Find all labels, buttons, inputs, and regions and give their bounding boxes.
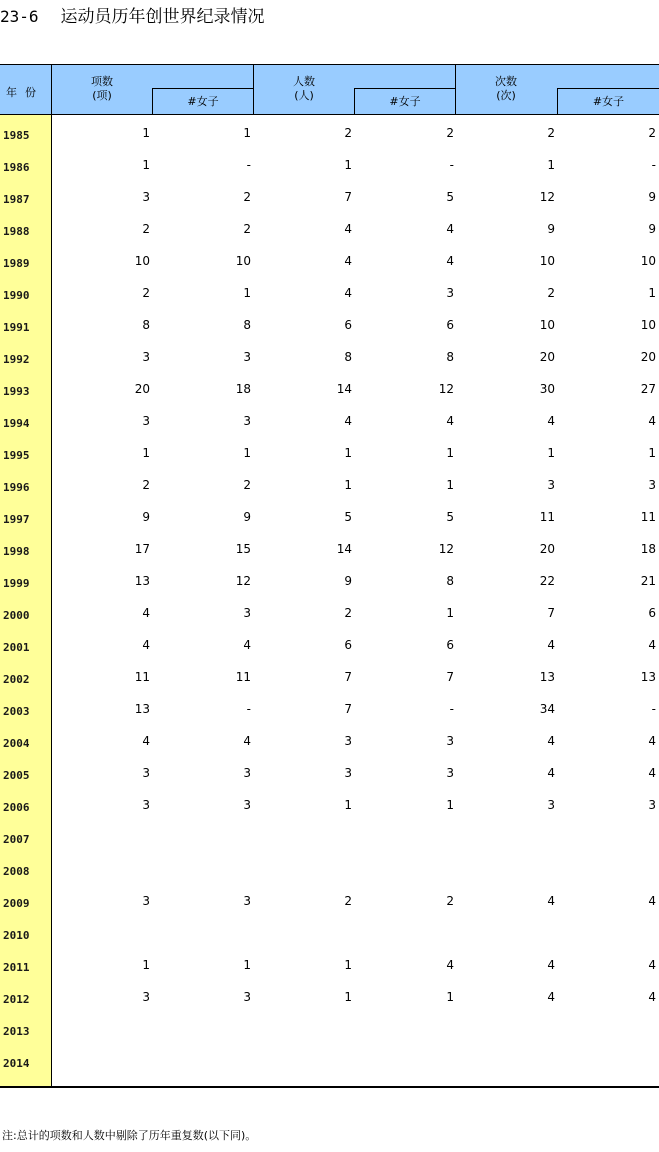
year-cell: 2013 — [3, 1025, 30, 1038]
value-cell: 6 — [648, 606, 656, 620]
value-cell: 1 — [344, 990, 352, 1004]
year-cell: 1985 — [3, 129, 30, 142]
table-row — [0, 920, 659, 952]
year-cell: 1997 — [3, 513, 30, 526]
header-group-label: 项数 (项) — [91, 75, 113, 102]
table-row — [0, 632, 659, 664]
value-cell: 4 — [547, 958, 555, 972]
table-number: 23-6 — [0, 7, 39, 26]
value-cell: 8 — [446, 574, 454, 588]
value-cell: 2 — [446, 126, 454, 140]
value-cell: 3 — [243, 414, 251, 428]
table-row — [0, 120, 659, 152]
value-cell: 11 — [235, 670, 251, 684]
value-cell: 4 — [648, 414, 656, 428]
header-group-times — [456, 65, 659, 114]
table-row — [0, 536, 659, 568]
value-cell: 8 — [344, 350, 352, 364]
value-cell: 12 — [438, 542, 454, 556]
value-cell: - — [449, 702, 454, 716]
value-cell: - — [246, 158, 251, 172]
value-cell: 4 — [547, 414, 555, 428]
value-cell: 3 — [142, 766, 150, 780]
value-cell: - — [449, 158, 454, 172]
table-row — [0, 152, 659, 184]
value-cell: 17 — [134, 542, 150, 556]
table-row — [0, 728, 659, 760]
table-row — [0, 280, 659, 312]
year-cell: 2001 — [3, 641, 30, 654]
year-cell: 1998 — [3, 545, 30, 558]
value-cell: 1 — [344, 446, 352, 460]
table-row — [0, 216, 659, 248]
value-cell: 2 — [243, 190, 251, 204]
value-cell: 12 — [235, 574, 251, 588]
value-cell: - — [246, 702, 251, 716]
value-cell: 4 — [142, 606, 150, 620]
value-cell: 10 — [640, 318, 656, 332]
table-row — [0, 856, 659, 888]
value-cell: 3 — [243, 766, 251, 780]
value-cell: 9 — [142, 510, 150, 524]
year-cell: 1991 — [3, 321, 30, 334]
year-cell: 1987 — [3, 193, 30, 206]
value-cell: 4 — [243, 734, 251, 748]
table-row — [0, 1016, 659, 1048]
value-cell: 34 — [539, 702, 555, 716]
header-group-items — [52, 65, 254, 114]
value-cell: 20 — [134, 382, 150, 396]
value-cell: 6 — [344, 638, 352, 652]
header-sub-female: #女子 — [354, 88, 455, 114]
value-cell: 4 — [344, 222, 352, 236]
value-cell: 11 — [539, 510, 555, 524]
header-group-label: 人数 (人) — [293, 75, 315, 102]
value-cell: 6 — [344, 318, 352, 332]
value-cell: 2 — [344, 894, 352, 908]
table-row — [0, 984, 659, 1016]
value-cell: 30 — [539, 382, 555, 396]
value-cell: - — [651, 702, 656, 716]
value-cell: 1 — [648, 286, 656, 300]
value-cell: 15 — [235, 542, 251, 556]
value-cell: 3 — [243, 894, 251, 908]
year-cell: 2003 — [3, 705, 30, 718]
value-cell: 8 — [142, 318, 150, 332]
value-cell: 2 — [446, 894, 454, 908]
value-cell: 4 — [547, 766, 555, 780]
year-cell: 2006 — [3, 801, 30, 814]
value-cell: 3 — [142, 894, 150, 908]
value-cell: 2 — [243, 222, 251, 236]
table-row — [0, 664, 659, 696]
value-cell: 6 — [446, 318, 454, 332]
value-cell: 1 — [446, 798, 454, 812]
value-cell: 2 — [648, 126, 656, 140]
value-cell: 4 — [446, 222, 454, 236]
year-cell: 2011 — [3, 961, 30, 974]
value-cell: 1 — [446, 990, 454, 1004]
value-cell: 3 — [648, 798, 656, 812]
value-cell: 4 — [142, 734, 150, 748]
value-cell: 21 — [640, 574, 656, 588]
value-cell: 4 — [547, 990, 555, 1004]
value-cell: 13 — [134, 574, 150, 588]
value-cell: 2 — [547, 126, 555, 140]
value-cell: 4 — [648, 766, 656, 780]
value-cell: 1 — [344, 958, 352, 972]
value-cell: 4 — [243, 638, 251, 652]
year-cell: 2000 — [3, 609, 30, 622]
value-cell: 1 — [446, 446, 454, 460]
table-row — [0, 1048, 659, 1080]
value-cell: 22 — [539, 574, 555, 588]
value-cell: 4 — [648, 734, 656, 748]
value-cell: 3 — [142, 990, 150, 1004]
year-cell: 1994 — [3, 417, 30, 430]
year-cell: 1989 — [3, 257, 30, 270]
value-cell: 3 — [648, 478, 656, 492]
table-row — [0, 824, 659, 856]
value-cell: 7 — [547, 606, 555, 620]
value-cell: 4 — [344, 414, 352, 428]
year-cell: 1999 — [3, 577, 30, 590]
value-cell: 9 — [648, 190, 656, 204]
table-row — [0, 504, 659, 536]
table-row — [0, 696, 659, 728]
value-cell: 1 — [547, 446, 555, 460]
value-cell: 12 — [438, 382, 454, 396]
table-row — [0, 408, 659, 440]
value-cell: 4 — [648, 958, 656, 972]
header-sub-female: #女子 — [152, 88, 253, 114]
value-cell: 9 — [547, 222, 555, 236]
value-cell: 8 — [446, 350, 454, 364]
value-cell: 4 — [344, 254, 352, 268]
value-cell: 13 — [539, 670, 555, 684]
value-cell: 2 — [142, 478, 150, 492]
value-cell: 2 — [547, 286, 555, 300]
value-cell: 20 — [539, 350, 555, 364]
value-cell: 10 — [539, 318, 555, 332]
value-cell: 9 — [344, 574, 352, 588]
value-cell: 20 — [539, 542, 555, 556]
header-group-people — [254, 65, 456, 114]
value-cell: 2 — [344, 126, 352, 140]
value-cell: 27 — [640, 382, 656, 396]
year-cell: 1992 — [3, 353, 30, 366]
header-sub-female: #女子 — [557, 88, 659, 114]
value-cell: 3 — [142, 798, 150, 812]
value-cell: 1 — [547, 158, 555, 172]
value-cell: 7 — [344, 190, 352, 204]
value-cell: 4 — [446, 254, 454, 268]
table-row — [0, 888, 659, 920]
year-cell: 2012 — [3, 993, 30, 1006]
value-cell: 4 — [446, 958, 454, 972]
value-cell: 14 — [336, 382, 352, 396]
value-cell: 2 — [142, 222, 150, 236]
table-row — [0, 184, 659, 216]
year-cell: 1990 — [3, 289, 30, 302]
value-cell: 12 — [539, 190, 555, 204]
value-cell: 4 — [547, 894, 555, 908]
page-title — [0, 6, 265, 28]
value-cell: 3 — [446, 286, 454, 300]
table-row — [0, 952, 659, 984]
value-cell: 1 — [344, 158, 352, 172]
value-cell: 7 — [446, 670, 454, 684]
value-cell: 4 — [344, 286, 352, 300]
year-cell: 2010 — [3, 929, 30, 942]
table-row — [0, 600, 659, 632]
value-cell: 5 — [446, 190, 454, 204]
value-cell: 1 — [142, 126, 150, 140]
value-cell: 5 — [344, 510, 352, 524]
value-cell: 2 — [344, 606, 352, 620]
year-cell: 1986 — [3, 161, 30, 174]
value-cell: 4 — [648, 894, 656, 908]
table-title-text: 运动员历年创世界纪录情况 — [60, 7, 265, 27]
year-cell: 2007 — [3, 833, 30, 846]
value-cell: 13 — [640, 670, 656, 684]
value-cell: 5 — [446, 510, 454, 524]
year-cell: 1993 — [3, 385, 30, 398]
table-row — [0, 760, 659, 792]
value-cell: 1 — [142, 446, 150, 460]
table-row — [0, 376, 659, 408]
value-cell: 3 — [446, 766, 454, 780]
value-cell: 18 — [640, 542, 656, 556]
value-cell: 10 — [235, 254, 251, 268]
value-cell: 3 — [142, 414, 150, 428]
value-cell: 3 — [344, 766, 352, 780]
value-cell: 13 — [134, 702, 150, 716]
value-cell: 18 — [235, 382, 251, 396]
value-cell: 4 — [648, 990, 656, 1004]
value-cell: 11 — [134, 670, 150, 684]
value-cell: 4 — [547, 638, 555, 652]
value-cell: 2 — [142, 286, 150, 300]
value-cell: 1 — [243, 958, 251, 972]
value-cell: 4 — [648, 638, 656, 652]
table-row — [0, 568, 659, 600]
year-cell: 2002 — [3, 673, 30, 686]
value-cell: 1 — [446, 478, 454, 492]
table-row — [0, 248, 659, 280]
value-cell: 3 — [344, 734, 352, 748]
value-cell: 4 — [446, 414, 454, 428]
value-cell: 7 — [344, 702, 352, 716]
value-cell: 10 — [134, 254, 150, 268]
table-body — [0, 115, 659, 1088]
value-cell: 1 — [344, 478, 352, 492]
value-cell: 3 — [547, 798, 555, 812]
year-cell: 1988 — [3, 225, 30, 238]
year-cell: 2014 — [3, 1057, 30, 1070]
value-cell: 1 — [648, 446, 656, 460]
value-cell: 14 — [336, 542, 352, 556]
value-cell: 3 — [142, 190, 150, 204]
value-cell: 1 — [142, 158, 150, 172]
value-cell: 11 — [640, 510, 656, 524]
value-cell: 1 — [243, 286, 251, 300]
value-cell: 9 — [243, 510, 251, 524]
table-row — [0, 792, 659, 824]
year-cell: 1995 — [3, 449, 30, 462]
value-cell: 4 — [142, 638, 150, 652]
value-cell: 1 — [142, 958, 150, 972]
value-cell: 3 — [243, 606, 251, 620]
value-cell: 10 — [640, 254, 656, 268]
value-cell: 1 — [243, 126, 251, 140]
value-cell: 1 — [446, 606, 454, 620]
year-cell: 2009 — [3, 897, 30, 910]
value-cell: 10 — [539, 254, 555, 268]
year-cell: 2004 — [3, 737, 30, 750]
year-cell: 2008 — [3, 865, 30, 878]
value-cell: 7 — [344, 670, 352, 684]
value-cell: 3 — [243, 350, 251, 364]
table-row — [0, 440, 659, 472]
table-row — [0, 472, 659, 504]
records-table — [0, 64, 659, 1088]
value-cell: 1 — [344, 798, 352, 812]
header-group-label: 次数 (次) — [495, 75, 517, 102]
value-cell: 4 — [547, 734, 555, 748]
table-header — [0, 64, 659, 115]
value-cell: 3 — [243, 990, 251, 1004]
value-cell: 2 — [243, 478, 251, 492]
table-row — [0, 344, 659, 376]
value-cell: 3 — [446, 734, 454, 748]
table-row — [0, 312, 659, 344]
value-cell: 9 — [648, 222, 656, 236]
value-cell: 20 — [640, 350, 656, 364]
footnote: 注:总计的项数和人数中剔除了历年重复数(以下同)。 — [2, 1129, 257, 1142]
header-year — [0, 65, 52, 114]
value-cell: 3 — [243, 798, 251, 812]
value-cell: 6 — [446, 638, 454, 652]
year-cell: 1996 — [3, 481, 30, 494]
value-cell: 3 — [547, 478, 555, 492]
header-year-label: 年份 — [6, 86, 44, 99]
value-cell: - — [651, 158, 656, 172]
year-cell: 2005 — [3, 769, 30, 782]
value-cell: 3 — [142, 350, 150, 364]
value-cell: 8 — [243, 318, 251, 332]
value-cell: 1 — [243, 446, 251, 460]
